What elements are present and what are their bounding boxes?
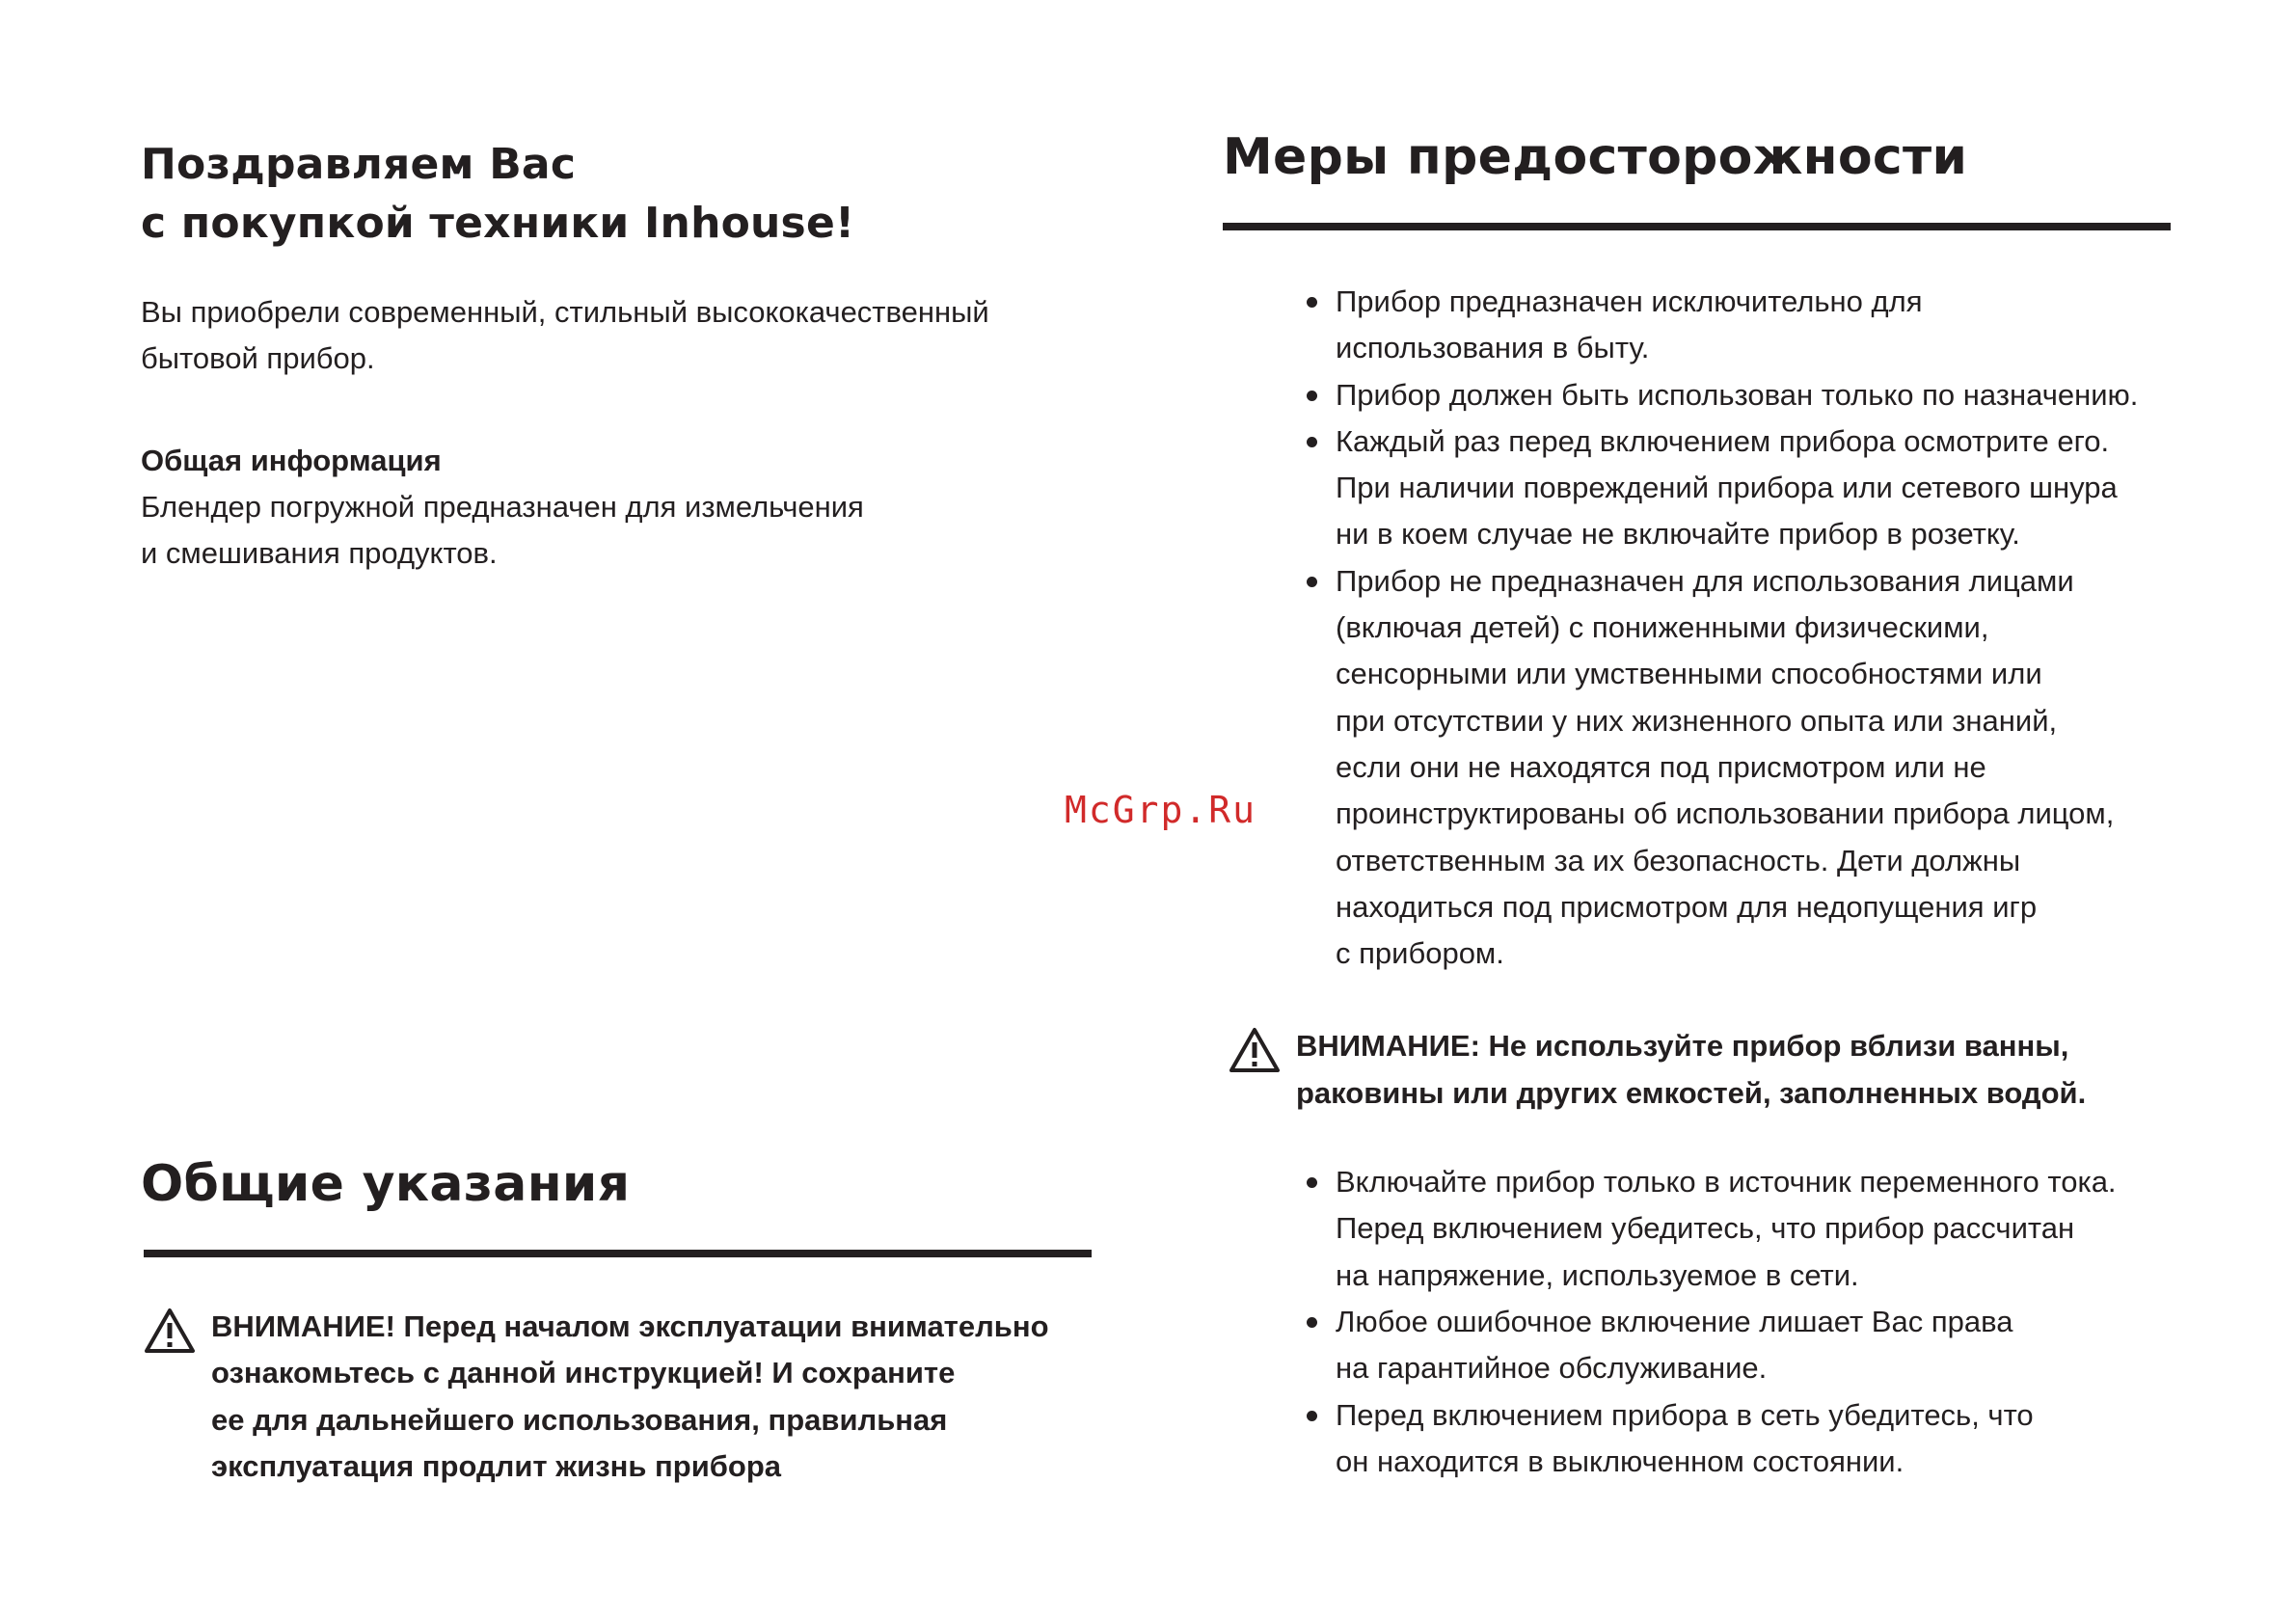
list-item: Перед включением прибора в сеть убедитесь, что он находится в выключенном состоянии. <box>1223 1392 2187 1486</box>
list-item: Прибор должен быть использован только по назначению. <box>1223 372 2187 418</box>
general-info-paragraph <box>141 484 1105 577</box>
watermark: McGrp.Ru <box>1065 789 1257 831</box>
water-warning-text: ВНИМАНИЕ: Не используйте прибор вблизи ванны, раковины или других емкостей, заполненных водой. <box>1296 1029 2087 1110</box>
general-info-line-2: и смешивания продуктов. <box>141 536 498 570</box>
list-item: Прибор предназначен исключительно для использования в быту. <box>1223 279 2187 372</box>
precautions-list <box>1223 279 2187 977</box>
list-item: Включайте прибор только в источник переменного тока. Перед включением убедитесь, что прибор рассчитан на напряжение, используемое в сети. <box>1223 1159 2187 1299</box>
general-warning-text: ВНИМАНИЕ! Перед началом эксплуатации внимательно ознакомьтесь с данной инструкцией! И сохраните ее для дальнейшего использования, правильная эксплуатация продлит жизнь прибора <box>211 1309 1049 1483</box>
intro-line-2: бытовой прибор. <box>141 341 375 375</box>
section-rule <box>1223 223 2171 230</box>
warning-triangle-icon <box>1229 1027 1281 1073</box>
power-precautions-list <box>1223 1159 2187 1485</box>
warning-triangle-icon <box>144 1308 196 1354</box>
precautions-title: Меры предосторожности <box>1223 128 1968 186</box>
general-guidelines-title: Общие указания <box>141 1155 631 1213</box>
greeting-title-line-2: с покупкой техники Inhouse! <box>141 199 855 248</box>
list-item: Каждый раз перед включением прибора осмотрите его. При наличии повреждений прибора или сетевого шнура ни в коем случае не включайте прибор в розетку. <box>1223 418 2187 558</box>
greeting-title <box>141 135 1105 253</box>
left-column <box>141 135 1105 577</box>
list-item: Прибор не предназначен для использования лицами (включая детей) с пониженными физическими, сенсорными или умственными способностями или при отсутствии у них жизненного опыта или знаний, если они не находятся под присмотром или не проинструктированы об использовании прибора лицом, ответственным за их безопасность. Дети должны находиться под присмотром для недопущения игр с прибором. <box>1223 558 2187 978</box>
general-guidelines-section <box>141 1152 1095 1490</box>
list-item: Любое ошибочное включение лишает Вас права на гарантийное обслуживание. <box>1223 1299 2187 1392</box>
intro-line-1: Вы приобрели современный, стильный высококачественный <box>141 295 989 329</box>
general-warning <box>144 1304 1098 1490</box>
intro-paragraph <box>141 289 1105 382</box>
section-rule <box>144 1250 1092 1257</box>
right-column <box>1223 125 2187 1485</box>
general-info-line-1: Блендер погружной предназначен для измельчения <box>141 490 864 524</box>
water-warning <box>1229 1023 2193 1117</box>
greeting-title-line-1: Поздравляем Вас <box>141 140 577 189</box>
general-info-heading: Общая информация <box>141 444 442 477</box>
